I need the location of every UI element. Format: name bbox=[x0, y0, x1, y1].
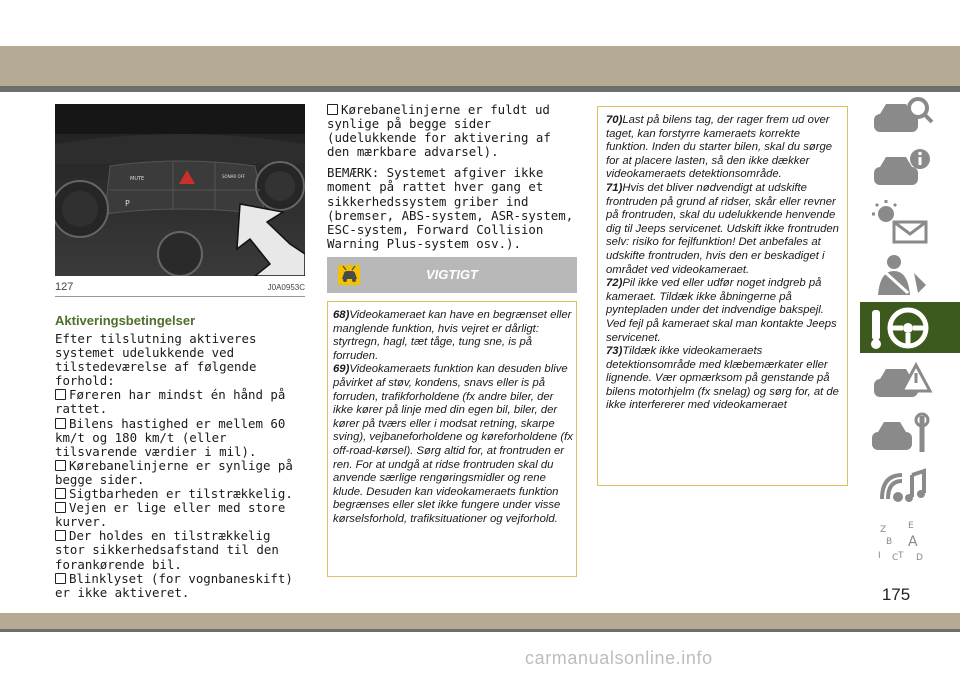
checkbox-bullet-icon bbox=[55, 502, 66, 513]
svg-text:D: D bbox=[916, 553, 923, 562]
warning-text: Videokameraet kan have en begrænset eller manglende funktion, hvis vejret er dårligt: styrtregn, hagl, tæt tåge, tung sne, is på forruden. bbox=[333, 309, 572, 362]
figure-button-label: P bbox=[125, 199, 130, 208]
condition-item bbox=[55, 417, 307, 459]
caption-rule bbox=[55, 296, 305, 297]
condition-item bbox=[327, 103, 577, 159]
sidebar-tab[interactable] bbox=[860, 196, 960, 247]
figure-code: J0A0953C bbox=[267, 283, 305, 292]
warning-number: 70) bbox=[606, 114, 623, 126]
footer-band bbox=[0, 613, 960, 629]
sidebar-tab[interactable] bbox=[860, 249, 960, 300]
sidebar-tab[interactable] bbox=[860, 461, 960, 512]
warning-text: Last på bilens tag, der rager frem ud over taget, kan forstyrre kameraets korrekte funktion. Inden du starter bilen, skal du sørge for at placere lasten, så den ikke dækker videokameraets detektionsområde. bbox=[606, 114, 833, 181]
condition-text: Kørebanelinjerne er synlige på begge sider. bbox=[55, 457, 293, 487]
warning-item bbox=[333, 309, 573, 363]
warning-items bbox=[606, 114, 844, 413]
watermark: carmanualsonline.info bbox=[525, 648, 713, 668]
warnings-box bbox=[597, 106, 848, 486]
section-heading: Aktiveringsbetingelser bbox=[55, 313, 196, 328]
column-1 bbox=[55, 313, 307, 600]
checkbox-bullet-icon bbox=[55, 530, 66, 541]
condition-item bbox=[55, 459, 307, 487]
checkbox-bullet-icon bbox=[55, 460, 66, 471]
condition-text: Bilens hastighed er mellem 60 km/t og 180 km/t (eller tilsvarende værdier i mil). bbox=[55, 415, 286, 459]
condition-item bbox=[55, 388, 307, 416]
important-box bbox=[327, 301, 577, 577]
condition-text: Der holdes en tilstrækkelig stor sikkerhedsafstand til den forankørende bil. bbox=[55, 528, 279, 572]
car-info-icon bbox=[868, 147, 934, 191]
sidebar-tab[interactable] bbox=[860, 408, 960, 459]
condition-item bbox=[55, 529, 307, 571]
sidebar-tab[interactable] bbox=[860, 355, 960, 406]
svg-text:A: A bbox=[908, 534, 918, 550]
note-paragraph: BEMÆRK: Systemet afgiver ikke moment på rattet hver gang et sikkerhedssystem griber ind (bremser, ABS-system, ASR-system, ESC-system, Forward Collision Warning Plus-system osv.). bbox=[327, 165, 574, 251]
warning-text: Videokameraets funktion kan desuden blive påvirket af støv, kondens, snavs eller is på forruden, trafikforholdene (fx andre biler, der ikke kører på linje med din egen bil, biler, der kører på tværs eller i modsat retning, skarpe sving), vejbaneforholdene og køreforholdene (fx off-road-kørsel). Sørg altid for, at frontruden er ren. For at undgå at ridse frontruden skal du anvende særlige rengøringsmidler og rene klude. Desuden kan videokameraets funktion begrænses eller slet ikke fungere under visse kørselsforhold, trafiksituationer og vejforhold. bbox=[333, 363, 573, 525]
sidebar-tab[interactable] bbox=[860, 514, 960, 565]
car-maintenance-icon bbox=[868, 412, 934, 456]
warning-number: 73) bbox=[606, 345, 623, 358]
alphabet-index-icon bbox=[868, 518, 934, 562]
figure-button-label: MUTE bbox=[130, 176, 145, 182]
warning-text: Tildæk ikke videokameraets detektionsområde med klæbemærkater eller lignende. Vær opmærksom på genstande på bilens motorhjelm (fx snelag) og sørg for, at de ikke interfererer med videokameraet bbox=[606, 345, 839, 412]
svg-text:E: E bbox=[908, 521, 914, 531]
intro-paragraph: Efter tilslutning aktiveres systemet udelukkende ved tilstedeværelse af følgende forhold: bbox=[55, 331, 257, 389]
figure-caption bbox=[55, 281, 305, 295]
condition-text: Sigtbarheden er tilstrækkelig. bbox=[69, 486, 293, 502]
checkbox-bullet-icon bbox=[55, 389, 66, 400]
condition-text: Blinklyset (for vognbaneskift) er ikke aktiveret. bbox=[55, 570, 293, 600]
conditions-list bbox=[55, 388, 307, 599]
warning-number: 71) bbox=[606, 181, 623, 194]
warning-item bbox=[606, 114, 844, 182]
important-items bbox=[333, 309, 573, 527]
warning-number: 69) bbox=[333, 363, 350, 376]
warning-text: Pil ikke ved eller udfør noget indgreb på kameraet. Tildæk ikke åbningerne på pyntepladen under det indvendige bakspejl. Ved fejl på kameraet skal man kontakte Jeeps servicenet. bbox=[606, 277, 837, 344]
column-2 bbox=[327, 103, 577, 251]
checkbox-bullet-icon bbox=[327, 104, 338, 115]
header-band bbox=[0, 46, 960, 86]
warning-item bbox=[333, 363, 573, 526]
warning-number: 68) bbox=[333, 309, 350, 321]
figure-number: 127 bbox=[55, 281, 74, 293]
footer-rule bbox=[0, 629, 960, 632]
svg-text:T: T bbox=[898, 551, 904, 561]
warning-item bbox=[606, 345, 844, 413]
condition-item bbox=[55, 487, 307, 501]
warning-text: Hvis det bliver nødvendigt at udskifte frontruden på grund af ridser, skår eller revner på frontruden, skal du udelukkende henvende dig til Jeeps servicenet. Udskift ikke frontruden selv: risiko for fejlfunktion! Det anbefales at udskifte frontruden, hvis den er beskadiget i området ved videokameraet. bbox=[606, 181, 839, 276]
sidebar-tab[interactable] bbox=[860, 90, 960, 141]
condition-item bbox=[55, 501, 307, 529]
condition-text: Kørebanelinjerne er fuldt ud synlige på begge sider (udelukkende for aktivering af den mærkbare advarsel). bbox=[327, 102, 551, 160]
sidebar-tab[interactable] bbox=[860, 302, 960, 353]
dashboard-photo bbox=[55, 104, 305, 276]
header-rule bbox=[0, 86, 960, 92]
warning-item bbox=[606, 277, 844, 345]
multimedia-icon bbox=[868, 465, 934, 509]
checkbox-bullet-icon bbox=[55, 418, 66, 429]
warning-number: 72) bbox=[606, 277, 623, 290]
important-banner bbox=[327, 257, 577, 293]
car-search-icon bbox=[868, 94, 934, 138]
sidebar-tab[interactable] bbox=[860, 143, 960, 194]
condition-text: Føreren har mindst én hånd på rattet. bbox=[55, 387, 286, 417]
svg-text:Z: Z bbox=[880, 525, 887, 535]
important-label: VIGTIGT bbox=[426, 267, 478, 282]
page-number: 175 bbox=[881, 585, 911, 604]
svg-text:I: I bbox=[878, 551, 881, 561]
condition-item bbox=[55, 572, 307, 600]
checkbox-bullet-icon bbox=[55, 573, 66, 584]
lights-message-icon bbox=[868, 200, 934, 244]
svg-text:B: B bbox=[886, 537, 893, 547]
key-steering-wheel-icon bbox=[868, 306, 934, 350]
warning-item bbox=[606, 182, 844, 277]
checkbox-bullet-icon bbox=[55, 488, 66, 499]
breakdown-warning-icon bbox=[868, 359, 934, 403]
svg-text:C: C bbox=[892, 553, 899, 562]
condition-text: Vejen er lige eller med store kurver. bbox=[55, 500, 286, 530]
figure-button-label: SONAR OFF bbox=[222, 174, 246, 179]
seatbelt-person-icon bbox=[868, 253, 934, 297]
